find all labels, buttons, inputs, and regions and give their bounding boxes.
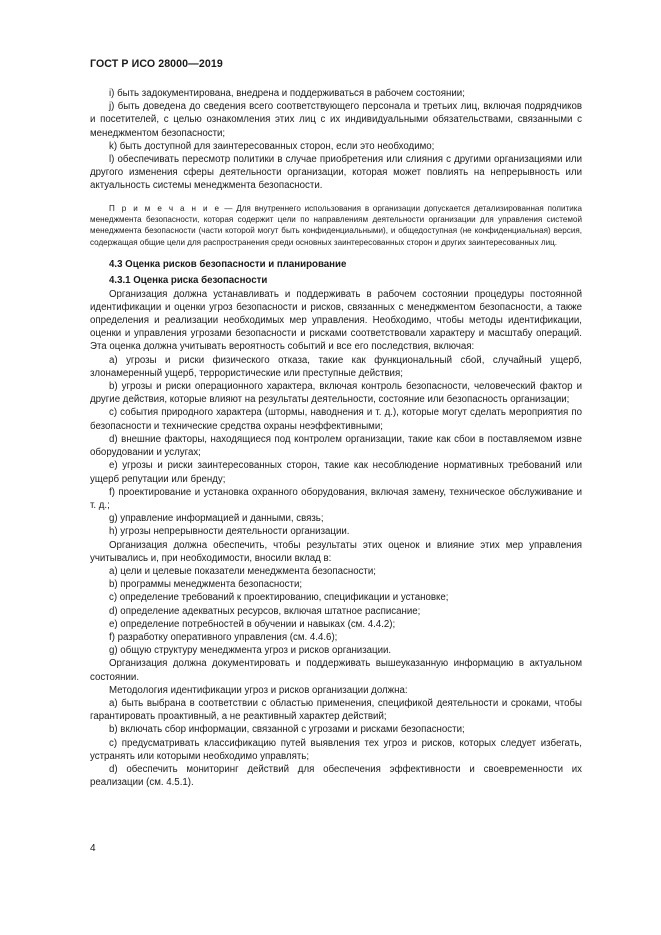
list-item-j: j) быть доведена до сведения всего соответствующего персонала и третьих лиц, включая подрядчиков и посетителей, с целью ознакомления этих лиц с их индивидуальными обязательствами, связанными с менеджментом безопасности; — [90, 101, 582, 139]
risk-item-b: b) угрозы и риски операционного характера, включая контроль безопасности, человеческий фактор и другие действия, которые влияют на результаты деятельности, состояние или безопасность организации; — [90, 381, 582, 406]
risk-item-g: g) управление информацией и данными, связь; — [109, 513, 324, 525]
document-header: ГОСТ Р ИСО 28000—2019 — [90, 58, 223, 70]
list-item-l: l) обеспечивать пересмотр политики в случае приобретения или слияния с другими организациями или другого изменения сферы деятельности организации, которая может повлиять на непрерывность или актуальность системы менеджмента безопасности. — [90, 154, 582, 192]
contribution-item-b: b) программы менеджмента безопасности; — [109, 579, 303, 591]
intro-paragraph: Организация должна устанавливать и поддерживать в рабочем состоянии процедуры постоянной идентификации и оценки угроз безопасности и рисков, связанных с менеджментом безопасности, а также определения и реализации необходимых мер управления. Необходимо, чтобы методы идентификации, оценки и управления угрозами безопасности и рисками соответствовали характеру и масштабу операций. Эта оценка должна учитывать вероятность событий и все его последствия, включая: — [90, 288, 582, 353]
page-number: 4 — [90, 843, 96, 854]
subsection-heading: 4.3.1 Оценка риска безопасности — [109, 275, 268, 287]
risk-item-h: h) угрозы непрерывности деятельности организации. — [109, 526, 350, 538]
risk-item-e: e) угрозы и риски заинтересованных сторон, такие как несоблюдение нормативных требований или ущерб репутации или бренду; — [90, 460, 582, 485]
method-item-c: c) предусматривать классификацию путей выявления тех угроз и рисков, которых следует избегать, устранять или которыми необходимо управлять; — [90, 737, 582, 762]
contribution-item-e: e) определение потребностей в обучении и навыках (см. 4.4.2); — [109, 618, 396, 630]
section-heading: 4.3 Оценка рисков безопасности и планирование — [109, 259, 347, 271]
contribution-item-f: f) разработку оперативного управления (см. 4.4.6); — [109, 631, 338, 643]
contribution-item-c: c) определение требований к проектированию, спецификации и установке; — [109, 592, 449, 604]
risk-item-c: c) события природного характера (штормы, наводнения и т. д.), которые могут сделать мероприятия по безопасности и технические средства охраны неэффективными; — [90, 407, 582, 432]
document-body — [90, 87, 582, 789]
documentation-paragraph: Организация должна документировать и поддерживать вышеуказанную информацию в актуальном состоянии. — [90, 658, 582, 683]
contribution-item-g: g) общую структуру менеджмента угроз и рисков организации. — [109, 645, 392, 657]
risk-item-f: f) проектирование и установка охранного оборудования, включая замену, техническое обслуживание и т. д.; — [90, 486, 582, 511]
method-item-d: d) обеспечить мониторинг действий для обеспечения эффективности и своевременности их реализации (см. 4.5.1). — [90, 763, 582, 789]
note-label: П р и м е ч а н и е — [109, 203, 221, 213]
contribution-item-a: a) цели и целевые показатели менеджмента безопасности; — [109, 565, 376, 577]
results-paragraph: Организация должна обеспечить, чтобы результаты этих оценок и влияние этих мер управления учитывались и, при необходимости, вносили вклад в: — [90, 539, 582, 564]
contribution-item-d: d) определение адекватных ресурсов, включая штатное расписание; — [109, 605, 421, 617]
risk-item-d: d) внешние факторы, находящиеся под контролем организации, такие как сбои в поставляемом извне оборудовании и услугах; — [90, 433, 582, 459]
methodology-paragraph: Методология идентификации угроз и рисков организации должна: — [109, 684, 408, 696]
note-paragraph — [90, 203, 582, 249]
list-item-k: k) быть доступной для заинтересованных сторон, если это необходимо; — [109, 140, 435, 152]
risk-item-a: a) угрозы и риски физического отказа, такие как функциональный сбой, случайный ущерб, злонамеренный ущерб, террористические или преступные действия; — [90, 354, 582, 379]
method-item-b: b) включать сбор информации, связанной с угрозами и рисками безопасности; — [109, 724, 465, 736]
list-item-i: i) быть задокументирована, внедрена и поддерживаться в рабочем состоянии; — [109, 88, 465, 99]
method-item-a: a) быть выбрана в соответствии с областью применения, спецификой деятельности и сроками, чтобы гарантировать проактивный, а не реактивный характер действий; — [90, 697, 582, 723]
note-text: — Для внутреннего использования в организации допускается детализированная политика менеджмента безопасности, которая содержит цели по направлениям деятельности организации для управления системой менеджмента безопасности (части которой могут быть конфиденциальными), и общедоступная (не конфиденциальная) версия, содержащая общие цели для распространения среди основных заинтересованных сторон и других заинтересованных лиц. — [90, 203, 582, 247]
